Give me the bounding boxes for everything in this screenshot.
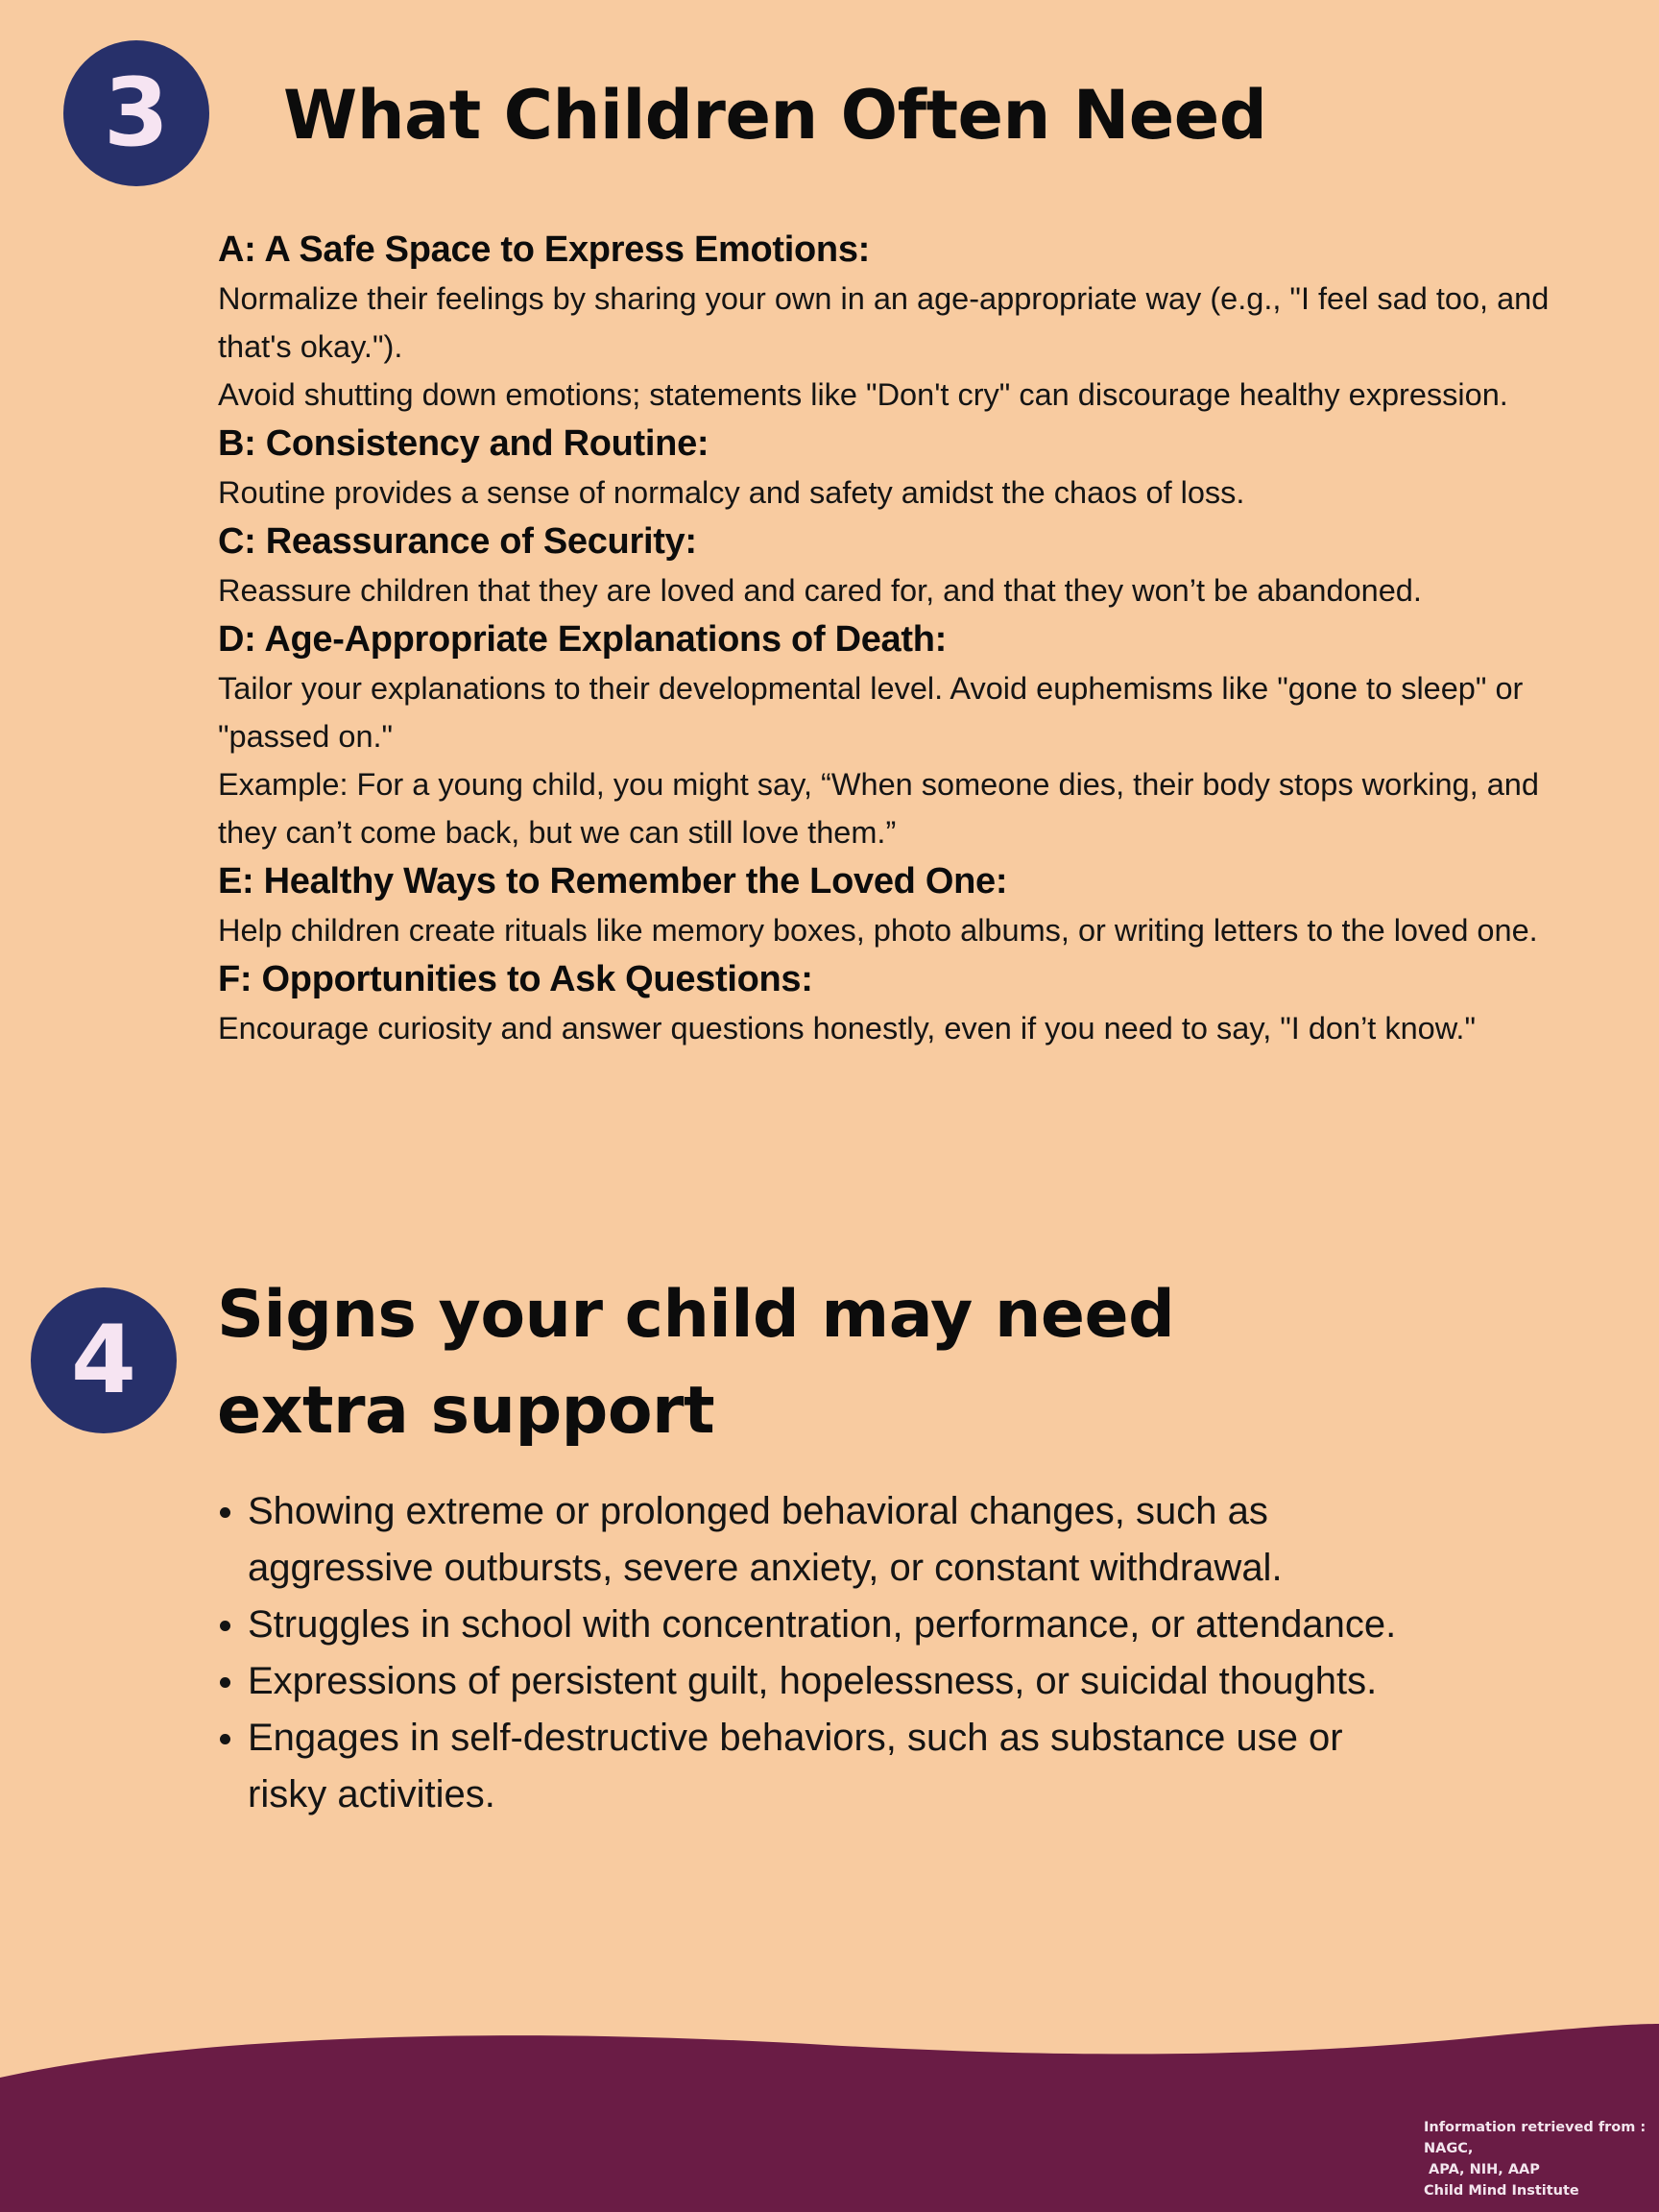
need-description: Routine provides a sense of normalcy and safety amidst the chaos of loss. — [218, 475, 1245, 510]
need-heading: D: Age-Appropriate Explanations of Death: — [218, 619, 948, 660]
sign-text: Struggles in school with concentration, performance, or attendance. — [248, 1603, 1397, 1646]
need-heading: E: Healthy Ways to Remember the Loved One: — [218, 861, 1008, 902]
needs-list — [218, 225, 1562, 1052]
need-heading: F: Opportunities to Ask Questions: — [218, 959, 813, 999]
need-heading: B: Consistency and Routine: — [218, 423, 709, 464]
section-4-title: Signs your child may need extra support — [217, 1277, 1175, 1449]
credit-line: Information retrieved from : — [1424, 2120, 1647, 2135]
need-description: Encourage curiosity and answer questions honestly, even if you need to say, "I don’t know." — [218, 1011, 1476, 1046]
need-description: Normalize their feelings by sharing your own in an age-appropriate way (e.g., "I feel sad too, and that's okay."). — [218, 281, 1550, 364]
need-description: Reassure children that they are loved and cared for, and that they won’t be abandoned. — [218, 573, 1422, 608]
sign-list-item — [217, 1710, 1417, 1823]
need-description: Help children create rituals like memory boxes, photo albums, or writing letters to the loved one. — [218, 913, 1538, 948]
footer-wave — [0, 2016, 1659, 2212]
sign-list-item — [217, 1597, 1417, 1653]
need-item — [218, 419, 1562, 517]
signs-list — [217, 1483, 1417, 1823]
sign-list-item — [217, 1653, 1417, 1710]
bullet-icon — [220, 1507, 230, 1518]
credit-line: NAGC, — [1424, 2141, 1474, 2156]
section-4-number-badge: 4 — [31, 1287, 177, 1433]
credit-line: Child Mind Institute — [1424, 2183, 1579, 2199]
need-item — [218, 614, 1562, 856]
bullet-icon — [220, 1677, 230, 1688]
sign-text: Engages in self-destructive behaviors, such as substance use or risky activities. — [248, 1717, 1343, 1815]
sign-list-item — [217, 1483, 1417, 1597]
credit-line: APA, NIH, AAP — [1424, 2162, 1540, 2177]
bullet-icon — [220, 1734, 230, 1744]
need-heading: A: A Safe Space to Express Emotions: — [218, 229, 871, 270]
need-heading: C: Reassurance of Security: — [218, 521, 697, 562]
sign-text: Showing extreme or prolonged behavioral changes, such as aggressive outbursts, severe anxiety, or constant withdrawal. — [248, 1490, 1283, 1589]
need-item — [218, 954, 1562, 1052]
need-description: Tailor your explanations to their developmental level. Avoid euphemisms like "gone to sleep" or "passed on." — [218, 671, 1524, 754]
need-description: Example: For a young child, you might say, “When someone dies, their body stops working, and they can’t come back, but we can still love them.” — [218, 767, 1539, 850]
need-description: Avoid shutting down emotions; statements like "Don't cry" can discourage healthy expression. — [218, 377, 1508, 412]
section-3-number-badge: 3 — [63, 40, 209, 186]
credits-block — [1424, 2117, 1654, 2201]
need-item — [218, 856, 1562, 954]
section-3-title: What Children Often Need — [283, 76, 1267, 155]
sign-text: Expressions of persistent guilt, hopelessness, or suicidal thoughts. — [248, 1660, 1378, 1702]
bullet-icon — [220, 1621, 230, 1631]
need-item — [218, 517, 1562, 614]
footer-wave-shape — [0, 2024, 1659, 2212]
need-item — [218, 225, 1562, 419]
